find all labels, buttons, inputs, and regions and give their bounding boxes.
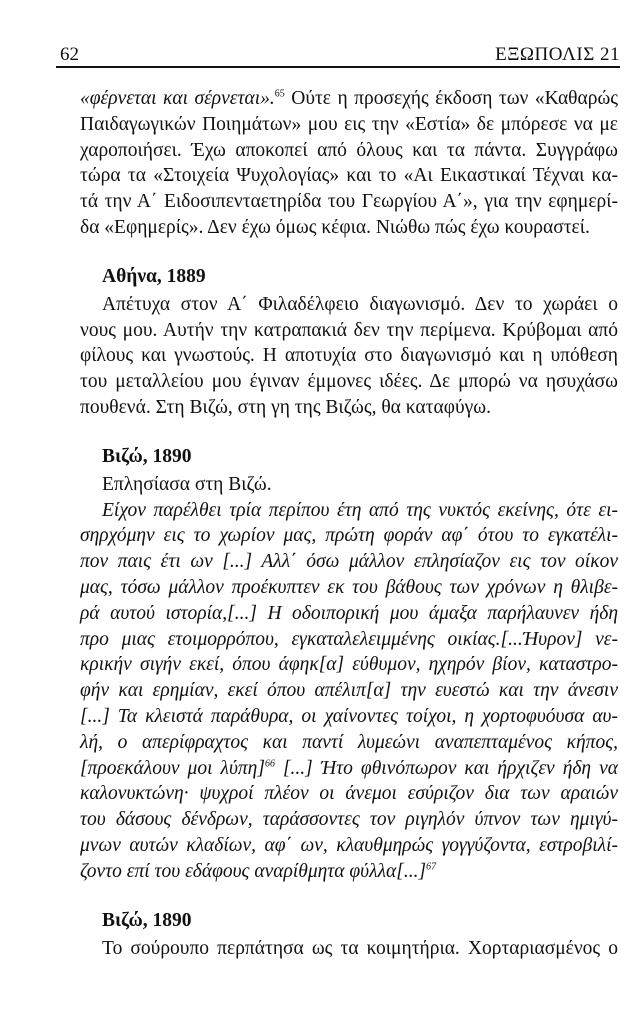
footnote-ref: 67 [426, 861, 437, 873]
entry-paragraph [80, 292, 618, 421]
text-line: φίλους και γνωστούς. Η αποτυχία στο διαγωνισμό και η υπόθεση [80, 345, 618, 367]
text-line: τώρα τα «Στοιχεία Ψυχολογίας» και το «Αι Εικαστικαί Τέχναι κα- [80, 165, 618, 187]
intro-text: Ούτε η προσεχής έκδοση των «Καθαρώς [284, 88, 619, 109]
quote-line: προ μιας ετοιμορρόπου, εγκαταλελειμμένης οικίας.[...Ήυρον] νε- [80, 628, 618, 650]
text-line [80, 86, 618, 112]
quote-line: λή, ο απερίφραχτος και παντί λυμεώνι αναπεπταμένος κήπος, [80, 731, 618, 753]
quote-line [80, 859, 618, 885]
quote-fragment: [...] Ήτο φθινόπωρον και ήρχιζεν ήδη να [274, 757, 618, 779]
quote-fragment: [προεκάλουν μοι λύπη] [80, 757, 265, 779]
entry-heading: Βιζώ, 1890 [102, 909, 192, 931]
quote-line: καλονυκτώνη· ψυχροί πλέον οι άνεμοι εσύριζον δια των αραιών [80, 783, 618, 805]
text-line: πουθενά. Στη Βιζώ, στη γη της Βιζώς, θα καταφύγω. [80, 396, 491, 418]
text-line: χαροποιήσει. Έχω αποκοπεί από όλους και τα πάντα. Συγγράφω [80, 139, 618, 161]
entry-paragraph [80, 472, 618, 885]
quote-line: [...] Τα κλειστά παράθυρα, οι χαίνοντες τοίχοι, η χορτοφυόυσα αυ- [80, 705, 618, 727]
page-body [80, 86, 618, 961]
quote-line: του δάσους δένδρων, ταράσσοντες τον ριγηλόν ύπνον των ημιγύ- [80, 809, 618, 831]
page-number: 62 [60, 44, 79, 65]
quote-fragment: ζοντο επί του εδάφους αναρίθμητα φύλλα[...] [80, 860, 427, 882]
text-line: Επλησίασα στη Βιζώ. [102, 473, 272, 495]
quote-line: φήν και ερημίαν, εκεί όπου απέλιπ[α] την ευεστώ και την άνεσιν [80, 680, 618, 702]
quote-line: πον παις έτι ων [...] Αλλ΄ όσω μάλλον επλησίαζον εις τον οίκον [80, 551, 618, 573]
quote-line: μνων αυτών κλαδίων, αφ΄ ων, κλαυθμηρώς γογγύζοντα, εστροβιλί- [80, 834, 618, 856]
page-header [56, 40, 620, 68]
running-title: ΕΞΩΠΟΛΙΣ 21 [495, 44, 620, 65]
text-line: νους μου. Αυτήν την κατραπακιά δεν την περίμενα. Κρύβομαι από [80, 319, 618, 341]
footnote-ref: 66 [264, 758, 275, 770]
intro-paragraph [80, 86, 618, 241]
quote-line: μας, τόσω μάλλον προέκυπτεν εκ του βάθους των χρόνων η θλιβε- [80, 576, 618, 598]
quote-line: κρικήν σιγήν εκεί, όπου άφηκ[α] εύθυμον, ηχηρόν βίον, καταστρο- [80, 654, 618, 676]
intro-quote: «φέρνεται και σέρνεται». [80, 88, 275, 109]
text-line: δα «Εφημερίς». Δεν έχω όμως κέφια. Νιώθω πώς έχω κουραστεί. [80, 216, 590, 238]
quote-line: ρά αυτού ιστορία,[...] Η οδοιπορική μου άμαξα παρήλαυνεν ήδη [80, 602, 618, 624]
quote-line [80, 756, 618, 782]
quote-line: Είχον παρέλθει τρία περίπου έτη από της νυκτός εκείνης, ότε ει- [102, 499, 618, 521]
footnote-ref: 65 [274, 88, 285, 100]
text-line: τά την Α΄ Ειδοσιπενταετηρίδα του Γεωργίου Α΄», για την εφημερί- [80, 191, 618, 213]
text-line: Το σούρουπο περπάτησα ως τα κοιμητήρια. Χορταριασμένος ο [102, 937, 618, 959]
quote-line: σηρχόμην εις το χωρίον μας, πρώτη φοράν αφ΄ ότου τo εγκατέλι- [80, 525, 618, 547]
text-line: του μεταλλείου μου έγιναν έμμονες ιδέες. Δε μπορώ να ησυχάσω [80, 371, 618, 393]
entry-paragraph [80, 936, 618, 962]
text-line: Απέτυχα στον Α΄ Φιλαδέλφειο διαγωνισμό. Δεν το χωράει ο [102, 293, 618, 315]
entry-heading: Βιζώ, 1890 [102, 445, 192, 467]
entry-heading: Αθήνα, 1889 [102, 265, 206, 287]
text-line: Παιδαγωγικών Ποιημάτων» μου εις την «Εστία» δε μπόρεσε να με [80, 113, 618, 135]
